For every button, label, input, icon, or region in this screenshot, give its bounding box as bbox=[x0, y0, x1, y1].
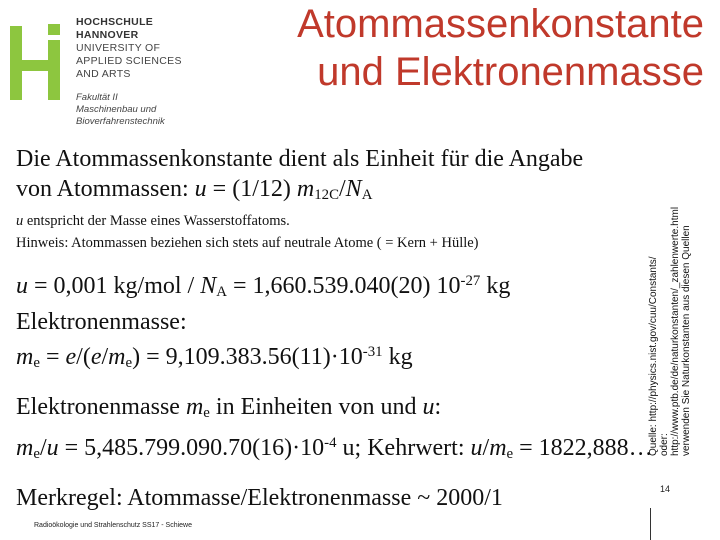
symbol-u: u bbox=[422, 394, 435, 420]
subscript: A bbox=[361, 187, 373, 203]
symbol-u: u bbox=[16, 273, 28, 299]
side-note-line: verwenden Sie Naturkonstanten aus diesen Quellen bbox=[681, 225, 692, 456]
symbol-m: m bbox=[108, 344, 126, 370]
intro-line-1: Die Atommassenkonstante dient als Einheit für die Angabe bbox=[16, 146, 584, 172]
university-logo bbox=[8, 8, 182, 136]
footer-divider bbox=[650, 508, 651, 540]
symbol-u: u bbox=[46, 435, 59, 461]
title-line-1: Atommassenkonstante bbox=[297, 2, 704, 46]
text-fragment: = 1,660.539.040(20) 10 bbox=[226, 273, 461, 299]
merkregel-line: Merkregel: Atommasse/Elektronenmasse ~ 2000/1 bbox=[16, 485, 503, 511]
text-fragment: / bbox=[339, 176, 346, 202]
symbol-e: e bbox=[90, 344, 102, 370]
logo-line: HANNOVER bbox=[76, 29, 139, 41]
exponent: -27 bbox=[460, 273, 481, 289]
hochschule-h-logo-icon bbox=[10, 18, 68, 102]
exponent: -31 bbox=[362, 344, 383, 360]
exponent: -4 bbox=[324, 435, 337, 451]
subscript: A bbox=[216, 284, 227, 300]
symbol-u: u bbox=[194, 176, 207, 202]
text-fragment: u; Kehrwert: bbox=[336, 435, 471, 461]
logo-line: AND ARTS bbox=[76, 68, 131, 80]
text-fragment: kg bbox=[382, 344, 413, 370]
symbol-m: m bbox=[185, 394, 204, 420]
note-line-2: Hinweis: Atommassen beziehen sich stets auf neutrale Atome ( = Kern + Hülle) bbox=[16, 235, 479, 251]
symbol-m: m bbox=[296, 176, 315, 202]
text-fragment: = 0,001 kg/mol / bbox=[28, 273, 201, 299]
subscript: e bbox=[506, 446, 514, 462]
text-fragment: kg bbox=[480, 273, 511, 299]
symbol-u: u bbox=[470, 435, 483, 461]
subscript: 12C bbox=[314, 187, 339, 203]
title-line-2: und Elektronenmasse bbox=[317, 50, 704, 94]
side-note-line: http://www.ptb.de/de/naturkonstanten/_zahlenwerte.html bbox=[670, 206, 681, 456]
equation-me bbox=[16, 337, 656, 378]
equation-u bbox=[16, 266, 656, 307]
symbol-u: u bbox=[16, 213, 24, 229]
logo-line: APPLIED SCIENCES bbox=[76, 55, 182, 67]
text-fragment: = 1822,888… bbox=[513, 435, 653, 461]
text-fragment: = 5,485.799.090.70(16)·10 bbox=[58, 435, 325, 461]
faculty-line: Maschinenbau und bbox=[76, 104, 157, 115]
text-fragment: in Einheiten von und bbox=[209, 394, 423, 420]
text-fragment: von Atommassen: bbox=[16, 176, 195, 202]
text-fragment: ) = 9,109.383.56(11)·10 bbox=[132, 344, 363, 370]
text-fragment: /( bbox=[76, 344, 91, 370]
text-fragment: / bbox=[101, 344, 109, 370]
page-number: 14 bbox=[660, 484, 671, 494]
side-note-line: Quelle: http://physics.nist.gov/cuu/Constants/ bbox=[648, 256, 659, 456]
symbol-e: e bbox=[65, 344, 77, 370]
text-fragment: = (1/12) bbox=[206, 176, 297, 202]
logo-line: UNIVERSITY OF bbox=[76, 42, 161, 54]
faculty-line: Fakultät II bbox=[76, 92, 118, 103]
source-side-note bbox=[648, 166, 714, 456]
text-fragment: Elektronenmasse bbox=[16, 394, 186, 420]
text-fragment: entspricht der Masse eines Wasserstoffatoms. bbox=[23, 213, 290, 229]
faculty-text bbox=[76, 92, 165, 128]
symbol-m: m bbox=[16, 344, 34, 370]
footer-course-text: Radioökologie und Strahlenschutz SS17 - Schiewe bbox=[34, 522, 192, 529]
text-fragment: = bbox=[39, 344, 66, 370]
symbol-n: N bbox=[200, 273, 217, 299]
symbol-m: m bbox=[489, 435, 507, 461]
electron-mass-label: Elektronenmasse: bbox=[16, 309, 187, 335]
logo-line: HOCHSCHULE bbox=[76, 16, 154, 28]
logo-text bbox=[76, 16, 182, 81]
subscript: e bbox=[33, 446, 40, 462]
text-fragment: / bbox=[39, 435, 47, 461]
slide-title bbox=[297, 0, 704, 96]
intro-line-2 bbox=[16, 174, 656, 210]
faculty-line: Bioverfahrenstechnik bbox=[76, 116, 165, 127]
subscript: e bbox=[125, 355, 133, 371]
units-line bbox=[16, 392, 656, 428]
ratio-line bbox=[16, 428, 656, 469]
note-line-1 bbox=[16, 210, 656, 232]
text-fragment: : bbox=[434, 394, 442, 420]
symbol-m: m bbox=[16, 435, 34, 461]
subscript: e bbox=[203, 405, 210, 421]
slide-body bbox=[16, 144, 656, 513]
text-fragment: / bbox=[482, 435, 490, 461]
symbol-n: N bbox=[345, 176, 362, 202]
subscript: e bbox=[33, 355, 40, 371]
side-note-line: oder: bbox=[659, 433, 670, 456]
